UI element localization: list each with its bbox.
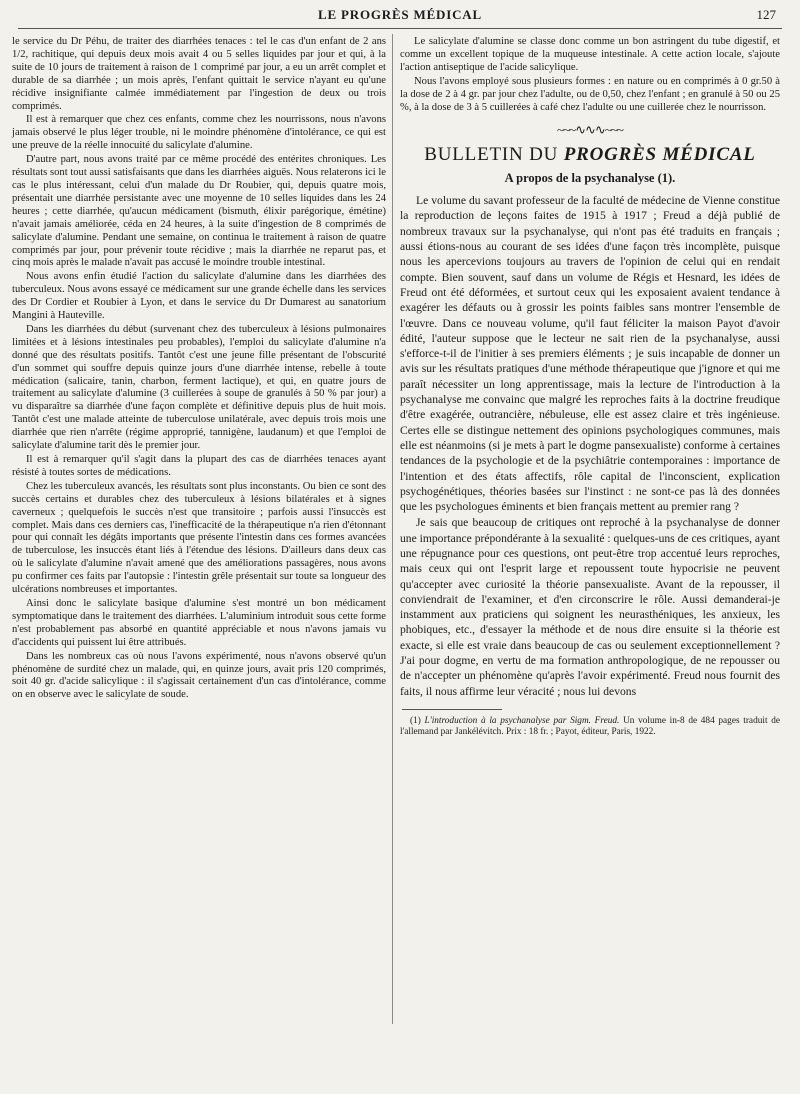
footnote-marker: (1): [410, 715, 421, 726]
bulletin-heading-prefix: BULLETIN DU: [424, 144, 559, 166]
section-ornament: ~~~∿∿∿~~~: [557, 122, 623, 138]
footnote-book-title: L'introduction à la psychanalyse par Sigm. Freud.: [424, 715, 620, 726]
paragraph: Il est à remarquer que chez ces enfants, comme chez les nourrissons, nous n'avons jamais observé le plus léger trouble, ni le moindre phénomène d'intolérance, ce qui est une preuve de la réelle innocuité du salicylate d'alumine.: [12, 114, 386, 152]
column-divider: [392, 34, 393, 1024]
paragraph: Dans les nombreux cas où nous l'avons expérimenté, nous n'avons observé qu'un phénomène de surdité chez un malade, qui, en quinze jours, avait pris 120 comprimés, soit 40 gr. d'acide salicylique : il s'agissait certainement d'un cas d'intolérance, comme on en observe avec le salicylate de soude.: [12, 650, 386, 701]
page-number: 127: [756, 7, 776, 22]
paragraph: Nous l'avons employé sous plusieurs formes : en nature ou en comprimés à 0 gr.50 à la dose de 2 à 4 gr. par jour chez l'adulte, ou de 0,50, chez l'enfant ; en granulé à 50 ou 25 %, à la dose de 3 à 5 cuillerées à café chez l'adulte ou une cuillerée chez le nourrisson.: [400, 75, 780, 113]
paragraph: Le volume du savant professeur de la faculté de médecine de Vienne constitue la reproduction de leçons faites de 1915 à 1917 ; Freud a déjà publié de nombreux travaux sur la psychanalyse, qui n'ont pas été traduits en français ; aussi étions-nous au courant de ses idées d'une façon très incomplète, puisque nous les apercevions toujours au travers de l'opinion de celui qui en rendait compte. Bien souvent, sauf dans un volume de Régis et Hesnard, les idées de Freud ont été déformées, et surtout ceux qui les exposaient avaient tendance à exagérer les défauts ou à grossir les points faibles sans montrer l'ensemble de l'œuvre. Dans ce nouveau volume, qu'il faut féliciter la maison Payot d'avoir édité, l'auteur suppose que le lecteur ne sait rien de la psychanalyse, aussi s'efforce-t-il de l'initier à ses premiers éléments ; je suis incapable de donner un avis sur les résultats pratiques d'une méthode thérapeutique que j'ignore et qui me paraît nécessiter un long apprentissage, mais la lecture de l'introduction à la psychanalyse me convainc que malgré les reproches faits à la doctrine freudique d'être exagérée, outrancière, nébuleuse, elle est assez claire et très ingénieuse. Certes elle se distingue nettement des opinions psychologiques communes, mais elle est néanmoins (si je mets à part le dogme pansexualiste) conforme à certaines tendances de la psychologie et de la psychiâtrie contemporaines : importance de l'intention et des états affectifs, rôle capital de l'inconscient, explication psychogénétiques, théories basées sur l'instinct : ne sont-ce pas là des données que les psychologues éminents et bien français mettent au premier rang ?: [400, 194, 780, 514]
paragraph: Nous avons enfin étudié l'action du salicylate d'alumine dans les diarrhées des tuberculeux. Nous avons essayé ce médicament sur une grande échelle dans les services des Dr Cordier et Roubier à Lyon, et dans le service du Dr Dumarest au sanatorium Mangini à Hauteville.: [12, 271, 386, 322]
article-body: [400, 193, 780, 699]
paragraph: Chez les tuberculeux avancés, les résultats sont plus inconstants. Ou bien ce sont des succès certains et durables chez des tuberculeux à lésions bilatérales et à signes caverneux ; quelquefois le succès n'est que transitoire ; parfois aussi l'insuccès est complet. Mais dans ces derniers cas, l'inefficacité de la thérapeutique n'a rien d'étonnant pour qui connaît les dégâts importants que présente l'intestin dans ces formes avancées de tuberculose, les insuccès étant liés à l'étendue des lésions. D'ailleurs dans deux cas où le salicylate d'alumine n'avait amené que des améliorations passagères, nous avons pu confirmer ces faits par l'autopsie : l'intestin grêle présentait sur toute sa longueur des ulcérations nombreuses et importantes.: [12, 480, 386, 596]
paragraph: Dans les diarrhées du début (survenant chez des tuberculeux à lésions pulmonaires limitées et à lésions intestinales peu probables), l'emploi du salicylate d'alumine n'a donné que des résultats positifs. Tantôt c'est une jeune fille présentant de l'obscurité d'un sommet qui souffre depuis quinze jours d'une diarrhée intense, rebelle à toute médication (salicaire, tanin, charbon, ferment lactique), et qui, en quatre jours de traitement au salicylate d'alumine (3 cuillerées à soupe de granulés à 50 % par jour) a vu disparaître sa diarrhée d'une façon complète et définitive depuis plus de huit mois. Tantôt c'est une malade atteinte de tuberculose unilatérale, avec depuis trois mois une diarrhée que rien n'arrête (régime approprié, tannigène, laudanum) et que l'emploi de salicylate d'alumine tarit dès le premier jour.: [12, 323, 386, 452]
paragraph: Il est à remarquer qu'il s'agit dans la plupart des cas de diarrhées tenaces ayant résisté à toutes sortes de médications.: [12, 454, 386, 478]
paragraph: Ainsi donc le salicylate basique d'alumine s'est montré un bon médicament symptomatique dans le traitement des diarrhées. L'aluminium introduit sous cette forme n'est probablement pas absorbé en quantité appréciable et nous n'avons jamais vu d'accidents qui puissent lui être attribués.: [12, 597, 386, 648]
page-header: [18, 4, 782, 29]
paragraph: Je sais que beaucoup de critiques ont reproché à la psychanalyse de donner une importance prépondérante à la sexualité : quelques-uns de ces critiques, ayant une répugnance pour ces questions, ont peut-être trop accentué leurs reproches, mais ceux qui ont l'esprit large et repoussent toute hypocrisie ne peuvent qu'accepter avec curiosité la théorie pansexualiste. Avant de la repousser, il conviendrait de l'examiner, et d'en circonscrire le rôle. Aussi demanderai-je instamment aux praticiens qui soignent les neurasthéniques, les anxieux, les phobiques, etc., d'essayer la méthode et de nous dire ensuite si la théorie est exacte, si elle est vraie dans beaucoup de cas ou seulement exceptionnellement ? J'ai pour dogme, en vertu de ma formation anthropologique, de ne repousser ou de n'accepter un phénomène qu'après l'avoir expérimenté. Freud nous fournit des faits, il nous affirme leur véracité ; nous lui devons: [400, 516, 780, 698]
journal-title: LE PROGRÈS MÉDICAL: [318, 7, 482, 22]
paragraph: Le salicylate d'alumine se classe donc comme un bon astringent du tube digestif, et comme un excellent topique de la muqueuse intestinale. A cette action locale, s'ajoute l'action antiseptique de l'acide salicylique.: [400, 36, 780, 73]
footnote: [400, 716, 780, 739]
article-title: A propos de la psychanalyse (1).: [504, 171, 676, 186]
paragraph: D'autre part, nous avons traité par ce même procédé des entérites chroniques. Les résultats sont tout aussi satisfaisants que dans les diarrhées aiguës. Nous relaterons ici le cas le plus intéressant, celui d'un malade du Dr Roubier, qui, depuis quatre mois, présentait une diarrhée persistante avec une moyenne de 10 selles liquides dans les 24 heures ; cette diarrhée, qu'aucun médicament (bismuth, élixir parégorique, émétine) n'avait jamais améliorée, céda en 24 heures, à la suite d'ingestion de 8 comprimés de salicylate d'alumine. Pendant une semaine, on continua le traitement à raison de quatre comprimés par jour, pour prévenir toute récidive ; mais la diarrhée ne reparut pas, et cinq mois après le malade n'avait pas accusé le moindre trouble intestinal.: [12, 154, 386, 269]
footnote-divider: [402, 709, 502, 710]
paragraph: le service du Dr Péhu, de traiter des diarrhées tenaces : tel le cas d'un enfant de 2 ans 1/2, rachitique, qui depuis deux mois avait 4 ou 5 selles liquides par jour et qui, à la suite de 10 jours de traitement à raison de 1 comprimé par jour, a eu un arrêt complet et durable de sa diarrhée ; un mois après, l'enfant quittait le service n'ayant eu qu'une récidive insignifiante calmée immédiatement par l'ingestion de deux ou trois comprimés.: [12, 36, 386, 112]
right-column: [400, 36, 780, 740]
bulletin-heading: [400, 144, 780, 166]
left-column: [12, 36, 386, 703]
bulletin-heading-italic: PROGRÈS MÉDICAL: [563, 144, 756, 166]
footnote-details: Un volume in-8 de 484 pages traduit de l'allemand par Jankélévitch. Prix : 18 fr. ; Payot, éditeur, Paris, 1922.: [400, 715, 780, 738]
